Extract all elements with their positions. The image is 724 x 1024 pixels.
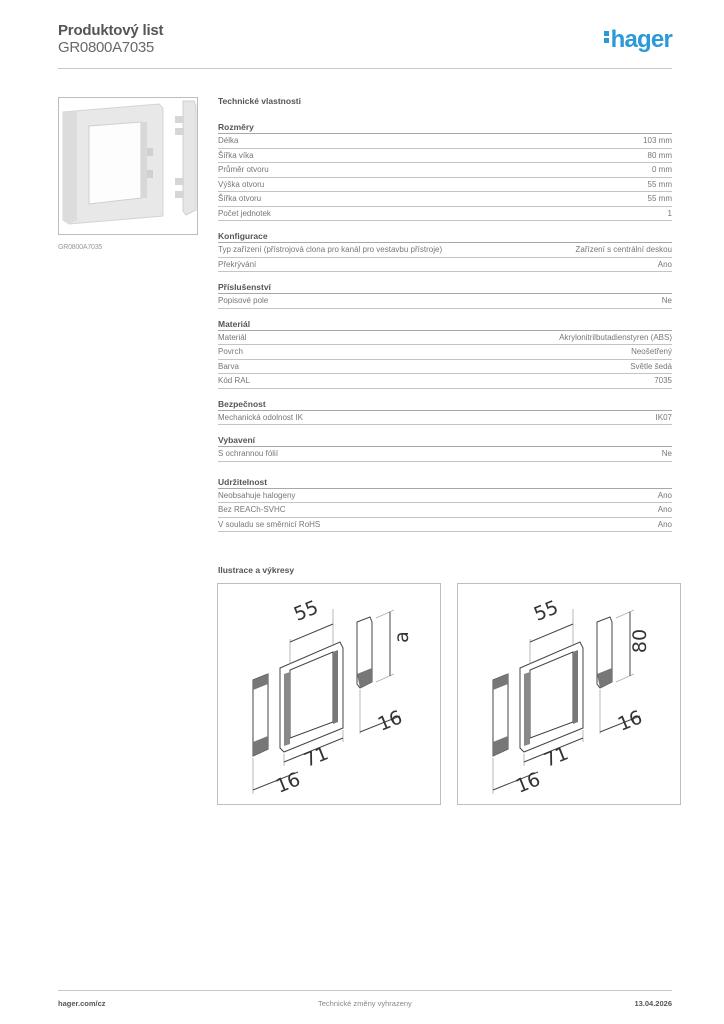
website-link[interactable]: hager.com/cz	[58, 999, 106, 1008]
dim-frame-width: 71	[300, 742, 332, 772]
footer-notice: Technické změny vyhrazeny	[318, 999, 412, 1008]
group-title: Materiál	[218, 318, 672, 331]
group-title: Konfigurace	[218, 230, 672, 243]
dim-opening-width: 55	[290, 596, 322, 626]
group-title: Udržitelnost	[218, 476, 672, 489]
dim-frame-width: 71	[540, 742, 572, 772]
illustrations-title: Ilustrace a výkresy	[218, 565, 295, 575]
group-sustainability	[218, 476, 672, 533]
group-title: Příslušenství	[218, 281, 672, 294]
spec-row: Bez REACh-SVHC Ano	[218, 503, 672, 518]
footer-date: 13.04.2026	[634, 999, 672, 1008]
group-configuration	[218, 230, 672, 272]
spec-row: S ochrannou fólií Ne	[218, 447, 672, 462]
drawing-frame-icon	[218, 584, 440, 804]
product-image-caption: GR0800A7035	[58, 244, 103, 251]
group-title: Vybavení	[218, 434, 672, 447]
group-title: Bezpečnost	[218, 398, 672, 411]
dim-depth-left: 16	[272, 768, 304, 798]
product-photo	[58, 97, 198, 235]
spec-row: Materiál Akrylonitrilbutadienstyren (ABS)	[218, 331, 672, 346]
group-safety	[218, 398, 672, 426]
dim-opening-width: 55	[530, 596, 562, 626]
spec-row: Kód RAL 7035	[218, 374, 672, 389]
group-title: Rozměry	[218, 121, 672, 134]
spec-row: Šířka víka 80 mm	[218, 149, 672, 164]
dim-depth-right: 16	[374, 706, 406, 736]
dim-height: 80	[629, 628, 652, 654]
header-divider	[58, 68, 672, 69]
logo-colon-icon	[604, 29, 609, 45]
drawing-frame-icon	[458, 584, 680, 804]
footer-divider	[58, 990, 672, 991]
spec-row: Výška otvoru 55 mm	[218, 178, 672, 193]
technical-drawing-1	[217, 583, 441, 805]
spec-row: Povrch Neošetřený	[218, 345, 672, 360]
spec-row: Šířka otvoru 55 mm	[218, 192, 672, 207]
spec-row: Průměr otvoru 0 mm	[218, 163, 672, 178]
spec-row: Typ zařízení (přístrojová clona pro kanál pro vestavbu přístroje) Zařízení s centrální deskou	[218, 243, 672, 258]
group-dimensions	[218, 121, 672, 221]
group-material	[218, 318, 672, 389]
frame-product-icon	[59, 98, 197, 234]
dim-height: a	[390, 631, 413, 643]
dim-depth-left: 16	[512, 768, 544, 798]
hager-logo: hager	[604, 26, 672, 54]
technical-drawing-2	[457, 583, 681, 805]
spec-row: Neobsahuje halogeny Ano	[218, 489, 672, 504]
spec-row: V souladu se směrnicí RoHS Ano	[218, 518, 672, 533]
dim-depth-right: 16	[614, 706, 646, 736]
spec-row: Mechanická odolnost IK IK07	[218, 411, 672, 426]
spec-row: Délka 103 mm	[218, 134, 672, 149]
specs-title: Technické vlastnosti	[218, 96, 301, 106]
page-header	[58, 22, 672, 70]
spec-row: Barva Světle šedá	[218, 360, 672, 375]
spec-row: Popisové pole Ne	[218, 294, 672, 309]
spec-row: Překrývání Ano	[218, 258, 672, 273]
group-accessories	[218, 281, 672, 309]
product-code: GR0800A7035	[58, 39, 154, 56]
document-title: Produktový list	[58, 22, 164, 39]
spec-row: Počet jednotek 1	[218, 207, 672, 222]
technical-specs	[218, 96, 672, 541]
group-equipment	[218, 434, 672, 462]
